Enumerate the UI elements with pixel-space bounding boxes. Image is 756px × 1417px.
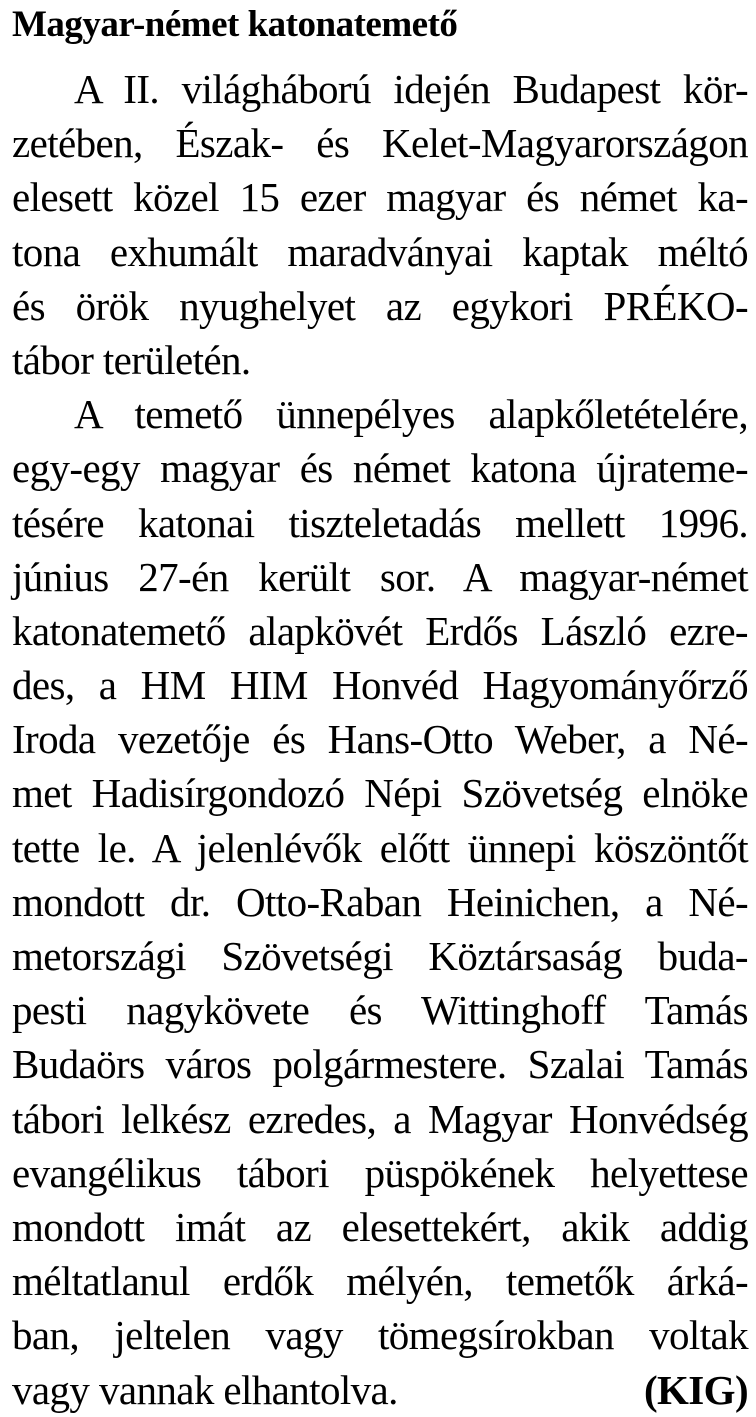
text-line: pesti nagykövete és Wittinghoff Tamás	[12, 987, 748, 1034]
text-line: egy-egy magyar és német katona újrateme-	[12, 445, 748, 492]
text-line: des, a HM HIM Honvéd Hagyományőrző	[12, 662, 748, 709]
text-line: A temető ünnepélyes alapkőletételére,	[74, 391, 748, 438]
text-line: metországi Szövetségi Köztársaság buda-	[12, 933, 748, 979]
paragraph-1	[12, 62, 748, 387]
text-line: mondott dr. Otto-Raban Heinichen, a Né-	[12, 878, 748, 925]
final-line-text: vagy vannak elhantolva.	[12, 1366, 398, 1413]
text-line: elesett közel 15 ezer magyar és német ka-	[12, 174, 748, 221]
text-line: katonatemető alapkövét Erdős László ezre-	[12, 607, 748, 654]
author-signature: (KIG)	[643, 1366, 748, 1413]
article	[12, 0, 748, 1417]
text-line: tona exhumált maradványai kaptak méltó	[12, 228, 748, 275]
article-title: Magyar-német katonatemető	[12, 4, 458, 45]
text-line: Iroda vezetője és Hans-Otto Weber, a Né-	[12, 716, 748, 763]
text-line: mondott imát az elesettekért, akik addig	[12, 1203, 748, 1250]
text-line: A II. világháború idején Budapest kör-	[74, 66, 748, 112]
text-line: zetében, Észak- és Kelet-Magyarországon	[12, 120, 748, 167]
text-line: és örök nyughelyet az egykori PRÉKO-	[12, 282, 748, 329]
text-line: evangélikus tábori püspökének helyettese	[12, 1149, 748, 1196]
text-line: június 27-én került sor. A magyar-német	[12, 553, 748, 600]
text-line: méltatlanul erdők mélyén, temetők árká-	[12, 1258, 748, 1305]
text-line: tábori lelkész ezredes, a Magyar Honvédség	[12, 1095, 748, 1142]
text-line: met Hadisírgondozó Népi Szövetség elnöke	[12, 770, 748, 817]
paragraph-2	[12, 387, 748, 1417]
text-line: tette le. A jelenlévők előtt ünnepi köszöntőt	[12, 824, 748, 871]
text-line: ban, jeltelen vagy tömegsírokban voltak	[12, 1312, 748, 1359]
text-line: tábor területén.	[12, 336, 251, 383]
final-line	[12, 1363, 748, 1417]
text-line: Budaörs város polgármestere. Szalai Tamás	[12, 1041, 748, 1088]
text-line: tésére katonai tiszteletadás mellett 1996.	[12, 499, 748, 546]
article-body	[12, 62, 748, 1417]
